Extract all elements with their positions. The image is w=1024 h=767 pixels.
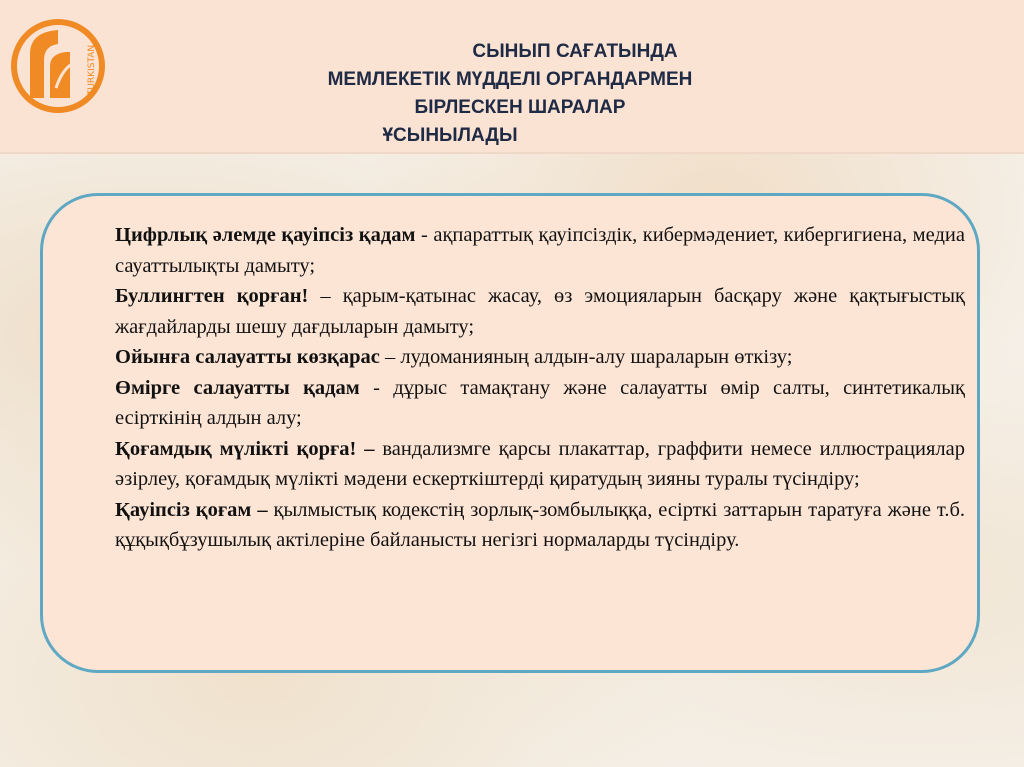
title-line-3: БІРЛЕСКЕН ШАРАЛАР xyxy=(414,97,626,118)
item-text: - дұрыс тамақтану және салауатты өмір салты, синтетикалық есірткінің алдын алу; xyxy=(115,376,966,429)
list-item xyxy=(115,342,965,373)
item-text: вандализмге қарсы плакаттар, граффити немесе иллюстрациялар әзірлеу, қоғамдық мүлікті мәдени ескерткіштерді қиратудың зияны туралы түсіндіру; xyxy=(115,437,965,490)
list-item xyxy=(115,495,965,556)
header-band xyxy=(0,0,1024,154)
list-item xyxy=(115,281,965,342)
activity-list xyxy=(115,220,965,556)
item-text: – лудоманияның алдын-алу шараларын өткізу; xyxy=(379,346,793,368)
list-item xyxy=(115,373,965,434)
title-line-1: СЫНЫП САҒАТЫНДА xyxy=(472,41,678,62)
page-title xyxy=(120,38,900,150)
list-item xyxy=(115,434,965,495)
item-text: қылмыстық кодекстің зорлық-зомбылыққа, есірткі заттарын таратуға және т.б. құқықбұзушылық актілеріне байланысты негізгі нормаларды түсіндіру. xyxy=(115,498,965,551)
logo-text: TURKISTAN xyxy=(87,44,97,96)
item-title: Өмірге салауатты қадам xyxy=(115,376,360,399)
item-title: Қауіпсіз қоғам – xyxy=(115,498,268,521)
turkistan-logo-icon xyxy=(10,14,110,114)
item-text: – қарым-қатынас жасау, өз эмоцияларын басқару және қақтығыстық жағдайларды шешу дағдыларын дамыту; xyxy=(115,285,965,338)
item-title: Буллингтен қорған! xyxy=(115,285,309,307)
title-line-2: МЕМЛЕКЕТІК МҮДДЕЛІ ОРГАНДАРМЕН xyxy=(327,69,693,90)
list-item xyxy=(115,220,965,281)
item-title: Цифрлық әлемде қауіпсіз қадам xyxy=(115,224,416,246)
item-title: Қоғамдық мүлікті қорға! – xyxy=(115,437,375,460)
title-line-4: ҰСЫНЫЛАДЫ xyxy=(382,125,518,146)
item-text: - ақпараттық қауіпсіздік, кибермәдениет, кибергигиена, медиа сауаттылықты дамыту; xyxy=(115,224,965,277)
item-title: Ойынға салауатты көзқарас xyxy=(115,346,380,368)
